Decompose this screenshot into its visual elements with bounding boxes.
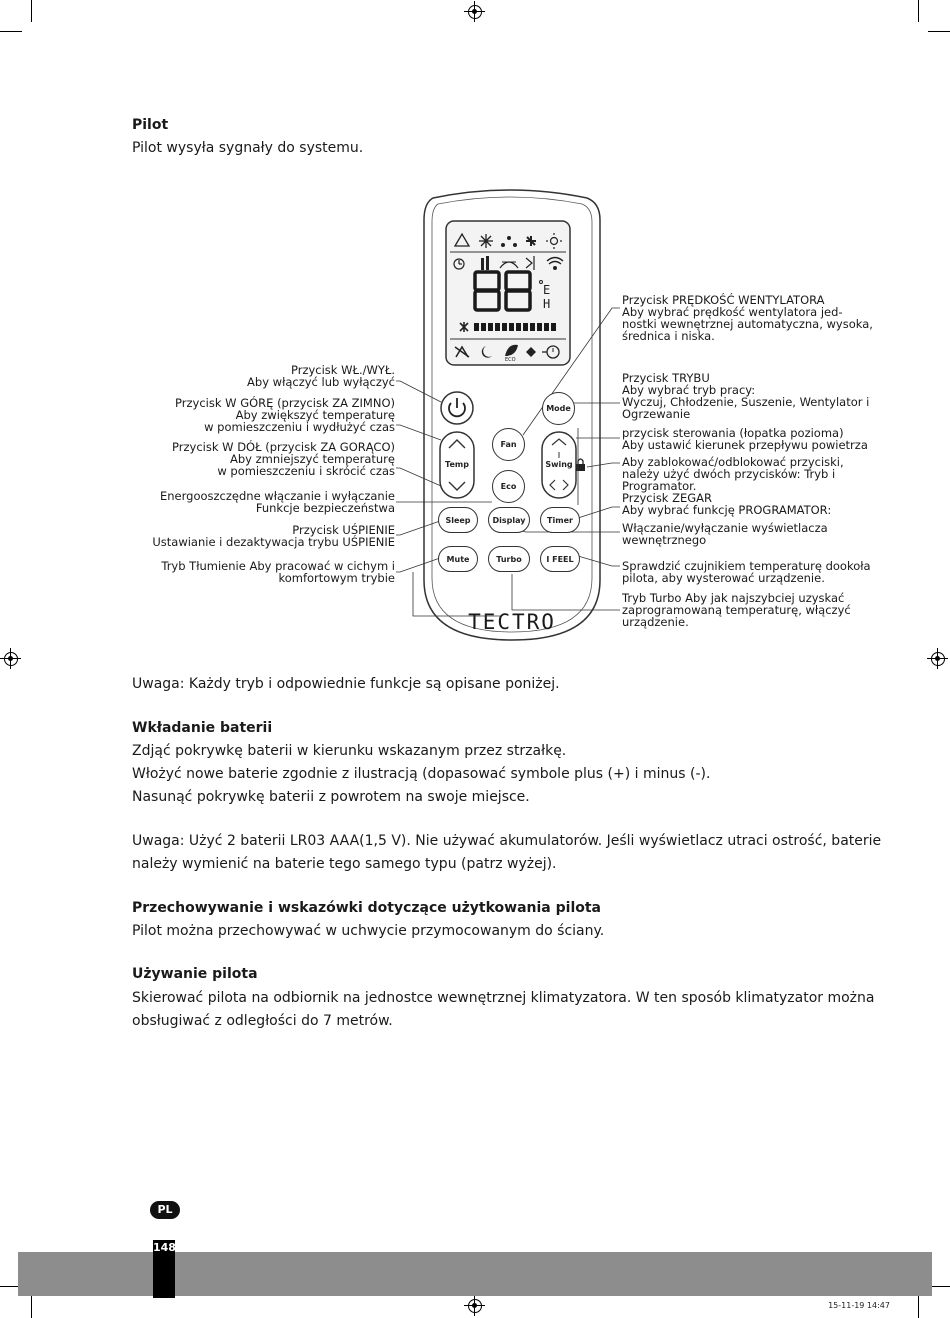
registration-mark-icon <box>468 1299 482 1313</box>
display-button[interactable]: Display <box>488 507 530 533</box>
storage-heading: Przechowywanie i wskazówki dotyczące użytkowania pilota <box>132 900 601 916</box>
callout-sleep: Przycisk UŚPIENIE Ustawianie i dezaktywacja trybu UŚPIENIE <box>152 523 395 549</box>
display-letter-h: H <box>543 297 551 311</box>
usage-line: Skierować pilota na odbiornik na jednostce wewnętrznej klimatyzatora. W ten sposób klimatyzator można <box>132 990 875 1006</box>
callout-power: Przycisk WŁ./WYŁ. Aby włączyć lub wyłączyć <box>247 363 395 389</box>
callout-lock: Aby zablokować/odblokować przyciski, należy użyć dwóch przycisków: Tryb i Programator. <box>622 455 844 493</box>
mode-button[interactable]: Mode <box>542 392 575 425</box>
batteries-line: Zdjąć pokrywkę baterii w kierunku wskazanym przez strzałkę. <box>132 743 567 759</box>
section-heading-pilot: Pilot <box>132 117 169 133</box>
callout-ifeel: Sprawdzić czujnikiem temperaturę dookoła pilota, aby wysterować urządzenie. <box>622 559 871 585</box>
page-number: 148 <box>153 1241 176 1254</box>
section-intro: Pilot wysyła sygnały do systemu. <box>132 140 364 156</box>
snowflake-icon <box>479 234 493 248</box>
mute-button[interactable]: Mute <box>438 546 478 572</box>
storage-text: Pilot można przechowywać w uchwycie przymocowanym do ściany. <box>132 923 605 939</box>
callout-swing: przycisk sterowania (łopatka pozioma) Aby ustawić kierunek przepływu powietrza <box>622 426 868 452</box>
swing-button-label[interactable]: Swing <box>545 460 573 469</box>
callout-up: Przycisk W GÓRĘ (przycisk ZA ZIMNO) Aby zwiększyć temperaturę w pomieszczeniu i wydłużyć czas <box>175 396 395 434</box>
usage-heading: Używanie pilota <box>132 966 258 982</box>
sleep-button[interactable]: Sleep <box>438 507 478 533</box>
callout-fan-speed: Przycisk PRĘDKOŚĆ WENTYLATORA Aby wybrać prędkość wentylatora jed- nostki wewnętrznej automatyczna, wysoka, średnica i niska. <box>622 293 873 343</box>
batteries-heading: Wkładanie baterii <box>132 720 273 736</box>
display-letter-e: E <box>543 283 551 297</box>
callout-down: Przycisk W DÓŁ (przycisk ZA GORĄCO) Aby zmniejszyć temperaturę w pomieszczeniu i skrócić czas <box>172 440 395 478</box>
callout-mute: Tryb Tłumienie Aby pracować w cichym i komfortowym trybie <box>161 559 395 585</box>
batteries-line: Nasunąć pokrywkę baterii z powrotem na swoje miejsce. <box>132 789 530 805</box>
temp-button-label[interactable]: Temp <box>445 460 469 469</box>
crop-mark <box>31 1296 32 1318</box>
eco-icon-text: ECO <box>505 357 516 363</box>
language-badge: PL <box>150 1201 180 1219</box>
callout-display: Włączanie/wyłączanie wyświetlacza wewnętrznego <box>622 521 828 547</box>
callout-timer: Przycisk ZEGAR Aby wybrać funkcję PROGRAMATOR: <box>622 491 832 517</box>
ifeel-button[interactable]: I FEEL <box>540 546 580 572</box>
batteries-note: Uwaga: Użyć 2 baterii LR03 AAA(1,5 V). Nie używać akumulatorów. Jeśli wyświetlacz utraci ostrość, baterie <box>132 833 882 849</box>
eco-button[interactable]: Eco <box>492 470 525 503</box>
print-stamp: 15-11-19 14:47 <box>828 1301 890 1310</box>
batteries-line: Włożyć nowe baterie zgodnie z ilustracją (dopasować symbole plus (+) i minus (-). <box>132 766 711 782</box>
batteries-note: należy wymienić na baterie tego samego typu (patrz wyżej). <box>132 856 557 872</box>
fan-button[interactable]: Fan <box>492 428 525 461</box>
callout-turbo: Tryb Turbo Aby jak najszybciej uzyskać zaprogramowaną temperaturę, włączyć urządzenie. <box>622 591 851 629</box>
callout-mode: Przycisk TRYBU Aby wybrać tryb pracy: Wyczuj, Chłodzenie, Suszenie, Wentylator i Ogrzewanie <box>622 371 870 421</box>
crop-mark <box>918 1296 919 1318</box>
callout-eco: Energooszczędne włączanie i wyłączanie Funkcje bezpieczeństwa <box>160 489 395 515</box>
brand-logo: TECTRO <box>468 610 556 634</box>
usage-line: obsługiwać z odległości do 7 metrów. <box>132 1013 393 1029</box>
timer-button[interactable]: Timer <box>540 507 580 533</box>
turbo-button[interactable]: Turbo <box>488 546 530 572</box>
mode-note: Uwaga: Każdy tryb i odpowiednie funkcje są opisane poniżej. <box>132 676 560 692</box>
